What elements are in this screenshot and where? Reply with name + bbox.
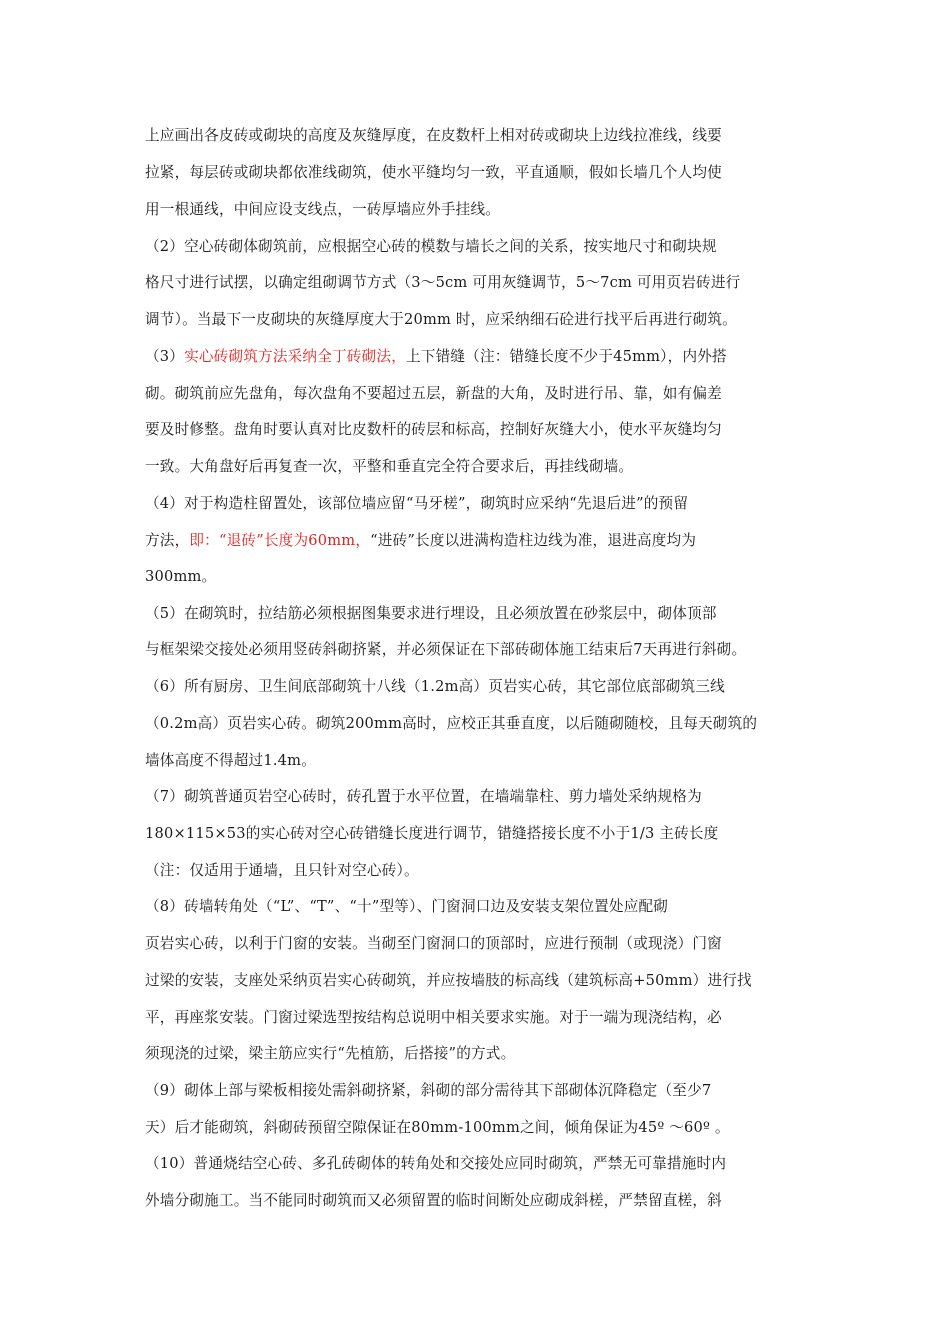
text-line xyxy=(145,1008,722,1028)
text: 上应画出各皮砖或砌块的高度及灰缝厚度，在皮数杆上相对砖或砌块上边线拉准线，线要 xyxy=(145,127,722,144)
text: 调节）。当最下一皮砌块的灰缝厚度大于20mm 时，应采纳细石砼进行找平后再进行砌筑。 xyxy=(145,311,737,328)
text: （9）砌体上部与梁板相接处需斜砌挤紧，斜砌的部分需待其下部砌体沉降稳定（至少7 xyxy=(145,1082,712,1099)
text: （0.2m高）页岩实心砖。砌筑200mm高时，应校正其垂直度，以后随砌随校，且每天砌筑的 xyxy=(145,715,758,732)
text: “进砖”长度以进满构造柱边线为准，退进高度均为 xyxy=(370,532,697,549)
text-line xyxy=(145,934,722,954)
text: 要及时修整。盘角时要认真对比皮数杆的砖层和标高，控制好灰缝大小，使水平灰缝均匀 xyxy=(145,421,722,438)
text: （8）砖墙转角处（“L”、“T”、“十”型等）、门窗洞口边及安装支架位置处应配砌 xyxy=(145,898,669,915)
text: 拉紧，每层砖或砌块都依准线砌筑，使水平缝均匀一致，平直通顺，假如长墙几个人均使 xyxy=(145,164,722,181)
text: （5）在砌筑时，拉结筋必须根据图集要求进行埋设，且必须放置在砂浆层中，砌体顶部 xyxy=(145,605,717,622)
text: （4）对于构造柱留置处，该部位墙应留“马牙槎”，砌筑时应采纳“先退后进”的预留 xyxy=(145,495,689,512)
text-line xyxy=(145,604,717,624)
text: 须现浇的过梁，梁主筋应实行“先植筋，后搭接”的方式。 xyxy=(145,1045,516,1062)
text: 页岩实心砖，以利于门窗的安装。当砌至门窗洞口的顶部时，应进行预制（或现浇）门窗 xyxy=(145,935,722,952)
text: （2）空心砖砌体砌筑前，应根据空心砖的模数与墙长之间的关系，按实地尺寸和砌块规 xyxy=(145,238,717,255)
text-line xyxy=(145,420,722,440)
text-line xyxy=(145,1154,726,1174)
text: 与框架梁交接处必须用竖砖斜砌挤紧，并必须保证在下部砖砌体施工结束后7天再进行斜砌。 xyxy=(145,641,747,658)
text-line xyxy=(145,200,500,220)
text-line xyxy=(145,163,722,183)
text-line xyxy=(145,1081,711,1101)
text-line xyxy=(145,751,316,771)
text: 格尺寸进行试摆，以确定组砌调节方式（3～5cm 可用灰缝调节，5～7cm 可用页岩砖进行 xyxy=(145,274,741,291)
text: （注：仅适用于通墙，且只针对空心砖）。 xyxy=(145,862,419,879)
text-line xyxy=(145,1118,730,1138)
text-line xyxy=(145,640,746,660)
text-line xyxy=(145,567,216,587)
text-line xyxy=(145,126,722,146)
text: 用一根通线，中间应设支线点，一砖厚墙应外手挂线。 xyxy=(145,201,501,218)
highlighted-text: 实心砖砌筑方法采纳全丁砖砌法， xyxy=(184,348,406,365)
text: 平，再座浆安装。门窗过梁选型按结构总说明中相关要求实施。对于一端为现浇结构，必 xyxy=(145,1009,722,1026)
text: 外墙分砌施工。当不能同时砌筑而又必须留置的临时间断处应砌成斜槎，严禁留直槎，斜 xyxy=(145,1192,722,1209)
highlighted-text: 即：“退砖”长度为60mm， xyxy=(189,532,371,549)
text: 300mm。 xyxy=(145,568,217,585)
text: （6）所有厨房、卫生间底部砌筑十八线（1.2m高）页岩实心砖，其它部位底部砌筑三线 xyxy=(145,678,725,695)
text-line xyxy=(145,237,717,257)
text-line xyxy=(145,787,702,807)
text-line xyxy=(145,897,668,917)
text: （3） xyxy=(145,348,185,365)
text-line xyxy=(145,384,722,404)
text-line xyxy=(145,971,752,991)
text-line xyxy=(145,494,688,514)
text: 砌。砌筑前应先盘角，每次盘角不要超过五层，新盘的大角，及时进行吊、靠，如有偏差 xyxy=(145,385,722,402)
text: 180×115×53的实心砖对空心砖错缝长度进行调节，错缝搭接长度不小于1/3 主砖长度 xyxy=(145,825,719,842)
text: （10）普通烧结空心砖、多孔砖砌体的转角处和交接处应同时砌筑，严禁无可靠措施时内 xyxy=(145,1155,727,1172)
text: 上下错缝（注：错缝长度不少于45mm），内外搭 xyxy=(406,348,727,365)
text-line xyxy=(145,457,633,477)
text-line xyxy=(145,861,419,881)
text-line xyxy=(145,1191,722,1211)
text-line xyxy=(145,531,696,551)
text: （7）砌筑普通页岩空心砖时，砖孔置于水平位置，在墙端靠柱、剪力墙处采纳规格为 xyxy=(145,788,702,805)
text: 过梁的安装，支座处采纳页岩实心砖砌筑，并应按墙肢的标高线（建筑标高+50mm）进行找 xyxy=(145,972,752,989)
text-line xyxy=(145,1044,515,1064)
text-line xyxy=(145,824,718,844)
text-line xyxy=(145,310,737,330)
text: 墙体高度不得超过1.4m。 xyxy=(145,752,316,769)
text: 天）后才能砌筑，斜砌砖预留空隙保证在80mm-100mm之间，倾角保证为45º ～60º 。 xyxy=(145,1119,730,1136)
text-line xyxy=(145,677,725,697)
text-line xyxy=(145,714,757,734)
text: 方法， xyxy=(145,532,190,549)
text: 一致。大角盘好后再复查一次，平整和垂直完全符合要求后，再挂线砌墙。 xyxy=(145,458,634,475)
text-line xyxy=(145,347,727,367)
text-line xyxy=(145,273,740,293)
